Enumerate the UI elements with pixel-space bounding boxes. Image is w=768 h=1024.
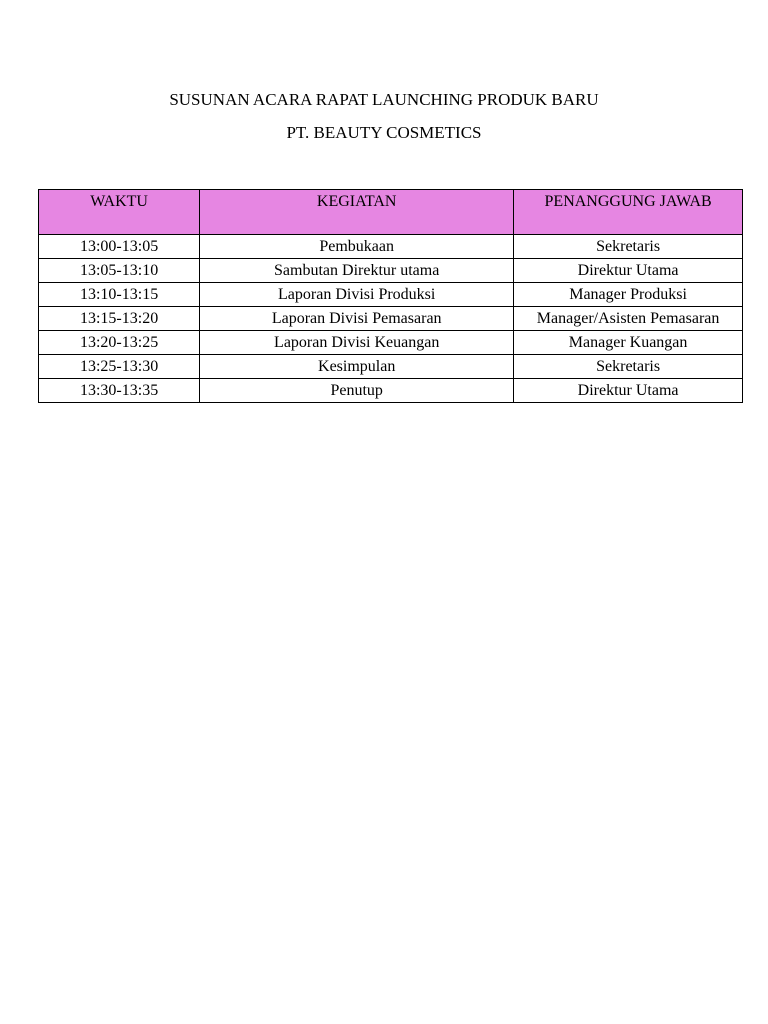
cell-time: 13:15-13:20 xyxy=(39,307,200,331)
cell-person-in-charge: Sekretaris xyxy=(514,235,743,259)
cell-activity: Laporan Divisi Pemasaran xyxy=(200,307,514,331)
table-header-row xyxy=(39,190,743,235)
header-kegiatan: KEGIATAN xyxy=(200,190,514,235)
cell-activity: Laporan Divisi Produksi xyxy=(200,283,514,307)
table-row xyxy=(39,379,743,403)
cell-activity: Penutup xyxy=(200,379,514,403)
company-name: PT. BEAUTY COSMETICS xyxy=(286,123,482,142)
document-title: SUSUNAN ACARA RAPAT LAUNCHING PRODUK BARU xyxy=(169,90,599,109)
table-row xyxy=(39,283,743,307)
cell-time: 13:05-13:10 xyxy=(39,259,200,283)
cell-time: 13:25-13:30 xyxy=(39,355,200,379)
cell-person-in-charge: Direktur Utama xyxy=(514,379,743,403)
cell-person-in-charge: Sekretaris xyxy=(514,355,743,379)
cell-person-in-charge: Manager Produksi xyxy=(514,283,743,307)
table-row xyxy=(39,235,743,259)
cell-time: 13:30-13:35 xyxy=(39,379,200,403)
table-row xyxy=(39,355,743,379)
cell-activity: Pembukaan xyxy=(200,235,514,259)
header-waktu: WAKTU xyxy=(39,190,200,235)
cell-time: 13:20-13:25 xyxy=(39,331,200,355)
cell-activity: Laporan Divisi Keuangan xyxy=(200,331,514,355)
table-row xyxy=(39,307,743,331)
schedule-table xyxy=(38,189,743,403)
cell-activity: Kesimpulan xyxy=(200,355,514,379)
cell-person-in-charge: Direktur Utama xyxy=(514,259,743,283)
header-penanggung-jawab: PENANGGUNG JAWAB xyxy=(514,190,743,235)
cell-time: 13:10-13:15 xyxy=(39,283,200,307)
table-row xyxy=(39,259,743,283)
table-row xyxy=(39,331,743,355)
cell-person-in-charge: Manager Kuangan xyxy=(514,331,743,355)
cell-activity: Sambutan Direktur utama xyxy=(200,259,514,283)
cell-person-in-charge: Manager/Asisten Pemasaran xyxy=(514,307,743,331)
cell-time: 13:00-13:05 xyxy=(39,235,200,259)
